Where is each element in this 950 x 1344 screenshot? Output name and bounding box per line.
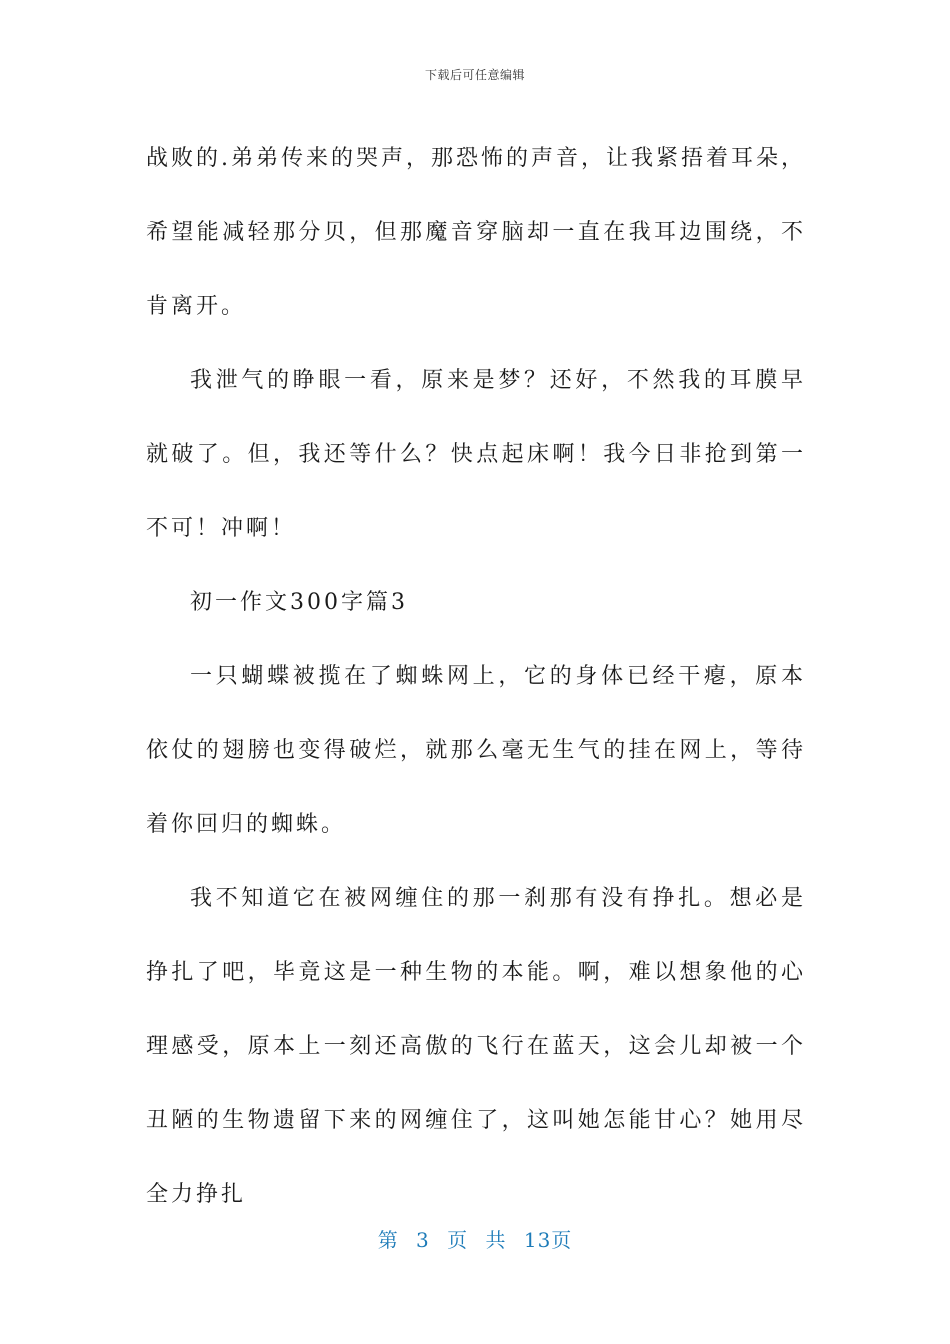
paragraph: 我不知道它在被网缠住的那一刹那有没有挣扎。想必是挣扎了吧，毕竟这是一种生物的本能。啊，难以想象他的心理感受，原本上一刻还高傲的飞行在蓝天，这会儿却被一个丑陋的生物遗留下来的网缠住了，这叫她怎能甘心？她用尽全力挣扎 — [146, 886, 806, 1207]
paragraph-continuation: 战败的.弟弟传来的哭声，那恐怖的声音，让我紧捂着耳朵，希望能减轻那分贝，但那魔音穿脑却一直在我耳边围绕，不肯离开。 — [146, 146, 806, 319]
paragraph: 我泄气的睁眼一看，原来是梦？还好，不然我的耳膜早就破了。但，我还等什么？快点起床啊！我今日非抢到第一不可！冲啊！ — [146, 368, 806, 541]
section-heading: 初一作文300字篇3 — [190, 590, 408, 615]
paragraph: 一只蝴蝶被揽在了蜘蛛网上，它的身体已经干瘪，原本依仗的翅膀也变得破烂，就那么毫无生气的挂在网上，等待着你回归的蜘蛛。 — [146, 664, 806, 837]
page-number-footer: 第 3 页 共 13页 — [377, 1228, 573, 1252]
header-note: 下载后可任意编辑 — [424, 68, 525, 82]
document-body — [146, 122, 806, 1232]
